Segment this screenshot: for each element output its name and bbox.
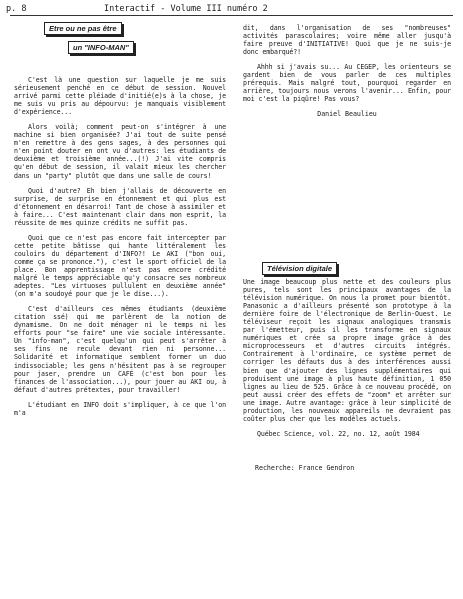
issue-title: Interactif - Volume III numéro 2	[104, 4, 268, 14]
research-credit: Recherche: France Gendron	[255, 463, 355, 472]
left-column	[14, 20, 224, 595]
header-rule	[10, 15, 453, 16]
article-title-line2: un "INFO-MAN"	[68, 41, 134, 54]
article-continuation	[243, 24, 451, 124]
author-signature: Daniel Beaulieu	[317, 110, 377, 119]
paragraph: L'étudiant en INFO doit s'impliquer, à ce que l'on m'a	[14, 400, 226, 417]
paragraph: Une image beaucoup plus nette et des couleurs plus pures, tels sont les principaux avantages de la télévision numérique. On nous la promet pour bientôt. Panasonic a d'ailleurs présenté son prototype à la dernière foire de l'électronique de Berlin-Ouest. Le téléviseur reçoit les signaux analogiques transmis par l'émetteur, puis il les transforme en signaux numériques et crée sa propre image grâce à des microprocesseurs et d'autres circuits intégrés. Contrairement à l'ordinaire, ce système permet de corriger les défauts dus à des interférences aussi bien que d'ajouter des lignes supplémentaires qui produisent une image à plus haute définition, 1 050 lignes au lieu de 525. Grâce à ce nouveau procédé, on peut aussi créer des effets de "zoom" et arrêter sur une image. Autre avantage: grâce à leur simplicité de production, les nouveaux appareils ne devraient pas coûter plus cher que les modèles actuels.	[243, 278, 451, 423]
paragraph: Quoi d'autre? Eh bien j'allais de découverte en surprise, de surprise en étonnement et qui plus est d'étonnement en désarroi! Tant de chose à assimiler et à faire... C'est maintenant clair dans mon esprit, la réussite de mes quinze crédits ne suffit pas.	[14, 186, 226, 227]
article-body	[14, 76, 226, 424]
tv-article-body	[243, 278, 451, 472]
source-citation: Québec Science, vol. 22, no. 12, août 1984	[257, 429, 420, 438]
paragraph: dit, dans l'organisation de ses "nombreuses" activités parascolaires; voire même aller jusqu'à faire preuve d'INITIATIVE! Quoi que je ne suis-je donc embarqué?!	[243, 24, 451, 57]
paragraph: Alors voilà; comment peut-on s'intégrer à une machine si bien organisée? J'ai tout de suite pensé m'en remettre à des gens sages, à des personnes qui n'en point douter en ont vu d'autres: les étudiants de deuxième et troisième année...(!) J'ai vite compris qu'en début de session, il valait mieux les chercher dans un "party" plutôt que dans une salle de cours!	[14, 123, 226, 180]
right-column	[243, 20, 451, 595]
page-number: p. 8	[6, 4, 27, 14]
paragraph: C'est d'ailleurs ces mêmes étudiants (deuxième citation ssé) qui me parlèrent de la notion de dynamisme. On ne doit ménager ni le temps ni les efforts pour "se faire" une vie sociale intéressante. Un "info-man", c'est quelqu'un qui peut s'arrêter à ses fins ne recule devant rien ni personne... Solidarité et informatique semblent former un duo indissociable; les gens n'hésitent pas à se regrouper pour jaser, prendre un CAFÉ (c'est bon pour les finances de l'association...), pour jouer au AKI ou, à défaut d'autres prétextes, pour travailler!	[14, 305, 226, 394]
paragraph: Ahhh si j'avais su... Au CEGEP, les orienteurs se gardent bien de vous parler de ces multiples prérequis. Mais malgré tout, pourquoi regarder en arrière, toujours nous verons l'avenir... Enfin, pour moi c'est la piqûre! Pas vous?	[243, 63, 451, 104]
paragraph: Quoi que ce n'est pas encore fait intercepter par cette petite bâtisse qui hante littéralement les couloirs du département d'INFO?! Le AKI ("bon oui, comme ça se prononce."), c'est le sport officiel de la place. Bon apprentissage n'est pas encore crédité malgré le temps appréciable qu'y consacre ses nombreux adeptes. "Les virtuoses pullulent en deuxième année" (on m'a soudoyé pour que je le dise...).	[14, 233, 226, 299]
tv-article-title: Télévision digitale	[262, 262, 337, 275]
paragraph: C'est là une question sur laquelle je me suis sérieusement penché en ce début de session. Nouvel arrivé parmi cette pléiade d'initié(e)s à la chose, je me suis vu pris au dépourvu: je manquais visiblement d'expérience...	[14, 76, 226, 117]
article-title-line1: Etre ou ne pas être	[44, 22, 122, 35]
